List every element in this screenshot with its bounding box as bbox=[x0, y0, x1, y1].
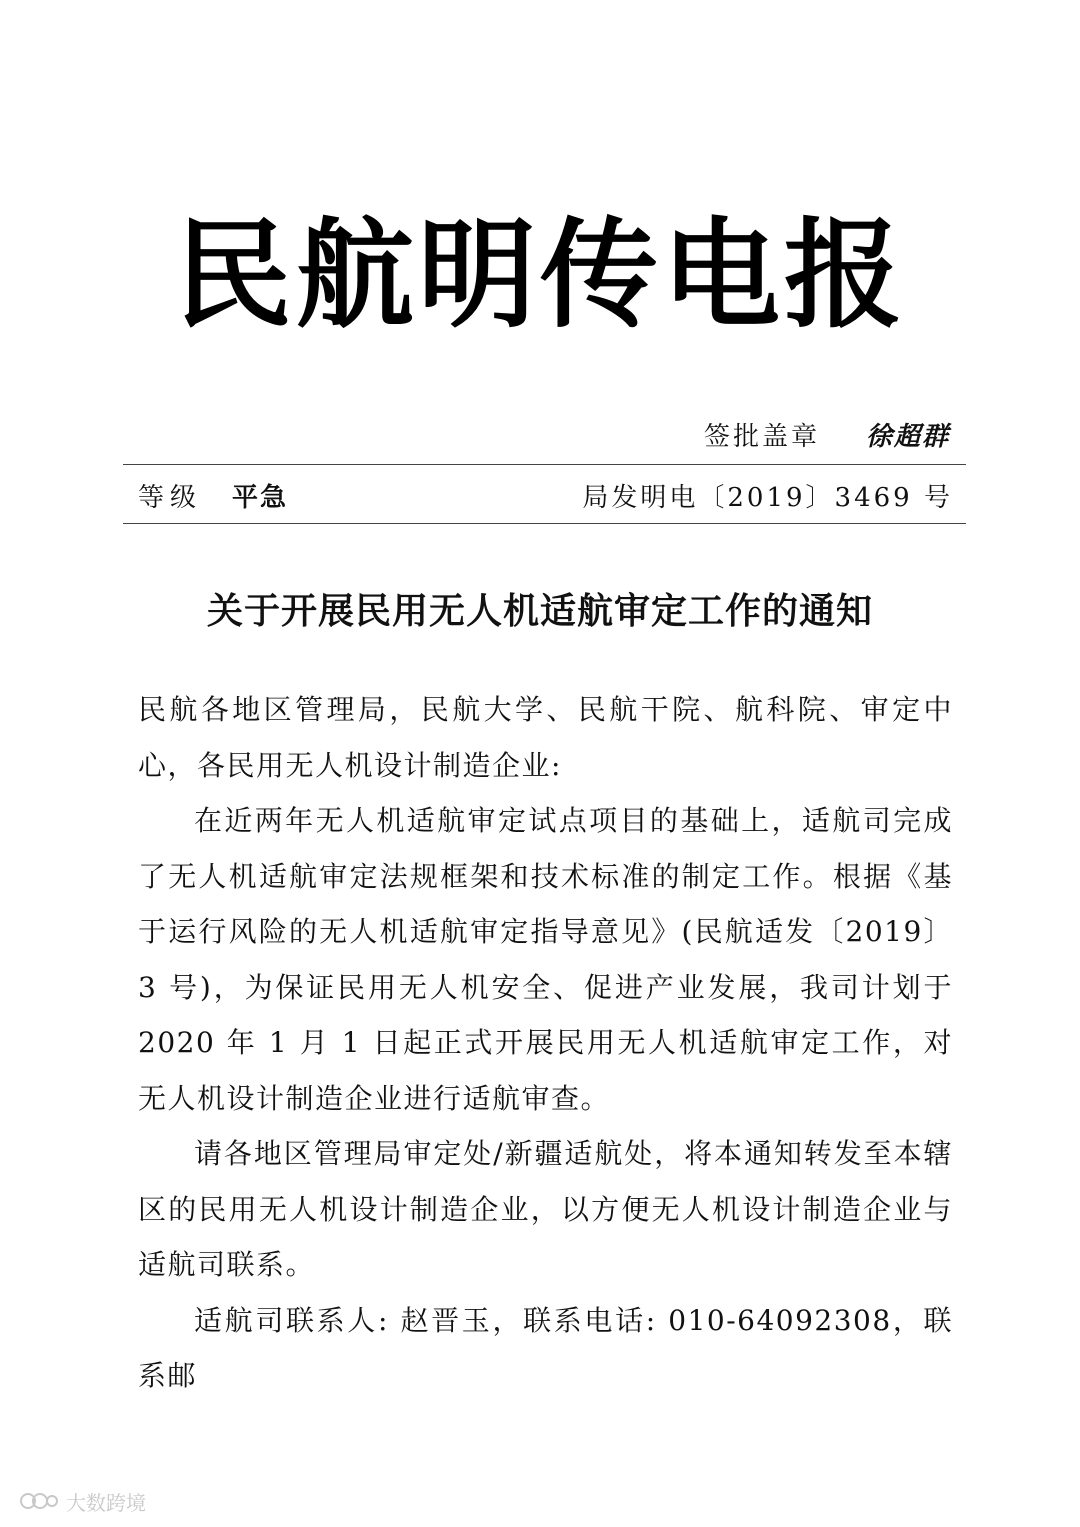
body-paragraph: 请各地区管理局审定处/新疆适航处，将本通知转发至本辖区的民用无人机设计制造企业，以方便无人机设计制造企业与适航司联系。 bbox=[138, 1137, 953, 1281]
masthead-title: 民航明传电报 bbox=[173, 205, 906, 344]
grade-value: 平急 bbox=[232, 482, 289, 513]
sign-label: 签批盖章 bbox=[703, 421, 820, 452]
body-paragraph: 适航司联系人: 赵晋玉，联系电话: 010-64092308，联系邮 bbox=[138, 1303, 953, 1392]
signature-row bbox=[704, 412, 950, 456]
divider-bottom bbox=[123, 523, 966, 524]
signatory-name: 徐超群 bbox=[865, 421, 950, 452]
addressee: 民航各地区管理局，民航大学、民航干院、航科院、审定中心，各民用无人机设计制造企业: bbox=[138, 693, 953, 782]
grade-row bbox=[138, 472, 953, 518]
divider-top bbox=[123, 464, 966, 465]
watermark bbox=[18, 1486, 146, 1516]
grade-label: 等级 bbox=[138, 482, 203, 513]
notice-title: 关于开展民用无人机适航审定工作的通知 bbox=[206, 591, 873, 632]
notice-body bbox=[138, 682, 953, 1404]
watermark-logo-icon bbox=[18, 1489, 60, 1513]
watermark-text: 大数跨境 bbox=[66, 1490, 146, 1515]
grade-group bbox=[138, 477, 288, 514]
body-paragraph: 在近两年无人机适航审定试点项目的基础上，适航司完成了无人机适航审定法规框架和技术标准的制定工作。根据《基于运行风险的无人机适航审定指导意见》(民航适发〔2019〕3 号)，为保证民用无人机安全、促进产业发展，我司计划于 2020 年 1 月 1 日起正式开展民用无人机适航审定工作，对无人机设计制造企业进行适航审查。 bbox=[138, 804, 953, 1115]
document-number: 局发明电〔2019〕3469 号 bbox=[582, 482, 953, 513]
